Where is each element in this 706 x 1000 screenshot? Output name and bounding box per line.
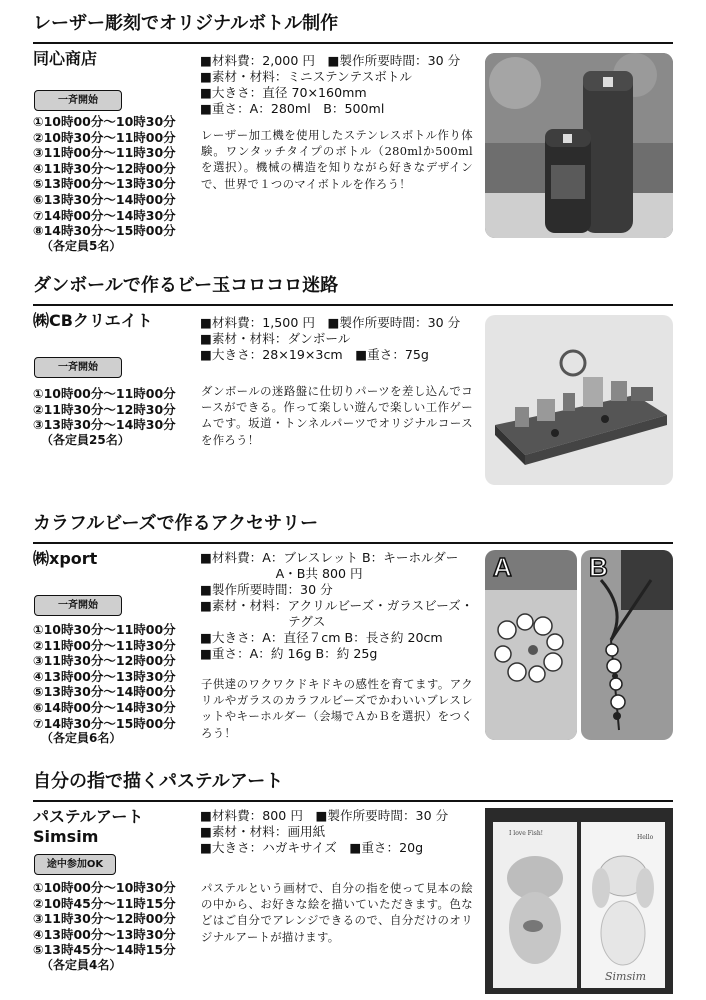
spec-line: ■素材・材料：アクリルビーズ・ガラスビーズ・ [200,598,474,613]
time-slot: ①10時00分～10時30分 [33,114,176,129]
spec-line: ■製作所要時間：30 分 [200,582,333,597]
time-slot: ②10時45分～11時15分 [33,895,176,911]
time-slot: ⑤13時45分～14時15分 [33,942,176,958]
time-slot-list [33,622,198,747]
capacity-note: （各定員6名） [41,731,122,746]
time-slot: ⑧14時30分～15時00分 [33,223,176,239]
time-slot: ④11時30分～12時00分 [33,160,176,176]
workshop-section-maze [33,274,673,489]
spec-line: テグス [200,614,326,629]
spec-line: A・B共 800 円 [200,566,363,581]
start-badge: 一斉開始 [34,90,122,111]
spec-line: ■重さ：A：280ml B：500ml [200,101,385,116]
time-slot: ⑦14時00分～14時30分 [33,207,176,223]
time-slot: ②11時00分～11時30分 [33,637,176,653]
description: ダンボールの迷路盤に仕切りパーツを差し込んでコースができる。作って楽しい遊んで楽しい工作ゲームです。坂道・トンネルパーツでオリジナルコースを作ろう！ [201,384,473,447]
artist-signature: Simsim [605,970,647,983]
section-title: ダンボールで作るビー玉コロコロ迷路 [33,275,339,296]
time-slot: ②11時30分～12時30分 [33,401,176,417]
photo-caption-hello: Hello [637,834,654,841]
spec-line: ■素材・材料：ダンボール [200,331,351,346]
description: 子供達のワクワクドキドキの感性を育てます。アクリルやガラスのカラフルビーズでかわいいブレスレットやキーホルダー（会場でＡかＢを選択）をつくろう！ [201,677,473,740]
workshop-section-bottle [33,12,673,252]
time-slot: ④13時00分～13時30分 [33,668,176,684]
spec-line: ■大きさ：A：直径７cm B：長さ約 20cm [200,630,443,645]
time-slot: ③11時00分～11時30分 [33,145,176,161]
section-divider [33,542,673,544]
spec-line: ■素材・材料：画用紙 [200,824,326,839]
spec-list [200,53,490,117]
time-slot-list [33,114,198,254]
shop-name: パステルアート Simsim [33,807,144,846]
pastel-art-photo [485,808,673,994]
spec-line: ■材料費：2,000 円 ■製作所要時間：30 分 [200,53,461,68]
time-slot: ③13時30分～14時30分 [33,417,176,433]
spec-list [200,808,490,856]
spec-line: ■材料費：A：ブレスレット B：キーホルダー [200,550,459,565]
bottle-photo [485,53,673,238]
time-slot: ③11時30分～12時00分 [33,911,176,927]
section-divider [33,42,673,44]
spec-line: ■重さ：A：約 16g B：約 25g [200,646,378,661]
time-slot: ①10時00分～11時00分 [33,386,176,401]
time-slot: ⑤13時30分～14時00分 [33,684,176,700]
start-badge: 一斉開始 [34,357,122,378]
section-divider [33,800,673,802]
spec-line: ■材料費：1,500 円 ■製作所要時間：30 分 [200,315,461,330]
start-badge: 一斉開始 [34,595,122,616]
photo-caption-fish: I love Fish! [509,830,544,837]
spec-line: ■大きさ：直径 70×160mm [200,85,367,100]
time-slot: ①10時00分～10時30分 [33,880,176,895]
shop-name: 同心商店 [33,49,98,68]
description: パステルという画材で、自分の指を使って見本の絵の中から、お好きな絵を描いていただきます。色などはご自分でアレンジできるので、自分だけのオリジナルアートが描けます。 [201,881,473,944]
shop-name: ㈱xport [33,549,98,568]
time-slot: ②10時30分～11時00分 [33,129,176,145]
spec-list [200,315,490,363]
join-anytime-badge: 途中参加OK [34,854,116,875]
spec-line: ■素材・材料：ミニステンテスボトル [200,69,413,84]
maze-photo [485,315,673,485]
time-slot: ⑤13時00分～13時30分 [33,176,176,192]
section-title: 自分の指で描くパステルアート [33,771,284,792]
time-slot: ④13時00分～13時30分 [33,926,176,942]
time-slot-list [33,880,198,974]
keychain-photo [581,550,673,740]
workshop-section-beads [33,512,673,747]
spec-line: ■大きさ：ハガキサイズ ■重さ：20g [200,840,424,855]
time-slot: ⑥14時00分～14時30分 [33,699,176,715]
time-slot: ⑦14時30分～15時00分 [33,715,176,731]
option-b-label: B [589,552,608,582]
capacity-note: （各定員4名） [41,957,122,972]
capacity-note: （各定員5名） [41,238,122,253]
section-divider [33,304,673,306]
capacity-note: （各定員25名） [41,432,130,447]
shop-name: ㈱CBクリエイト [33,311,153,330]
section-title: レーザー彫刻でオリジナルボトル制作 [33,13,339,34]
spec-list [200,550,490,662]
section-title: カラフルビーズで作るアクセサリー [33,513,319,534]
spec-line: ■大きさ：28×19×3cm ■重さ：75g [200,347,429,362]
time-slot: ③11時30分～12時00分 [33,653,176,669]
time-slot: ①10時30分～11時00分 [33,622,176,637]
workshop-section-pastel [33,770,673,996]
description: レーザー加工機を使用したステンレスボトル作り体験。ワンタッチタイプのボトル（280mlか500mlを選択）。機械の構造を知りながら好きなデザインで、世界で１つのマイボトルを作ろう！ [201,128,473,191]
option-a-label: A [493,552,512,582]
spec-line: ■材料費：800 円 ■製作所要時間：30 分 [200,808,449,823]
time-slot-list [33,386,198,448]
time-slot: ⑥13時30分～14時00分 [33,191,176,207]
bracelet-photo [485,550,577,740]
